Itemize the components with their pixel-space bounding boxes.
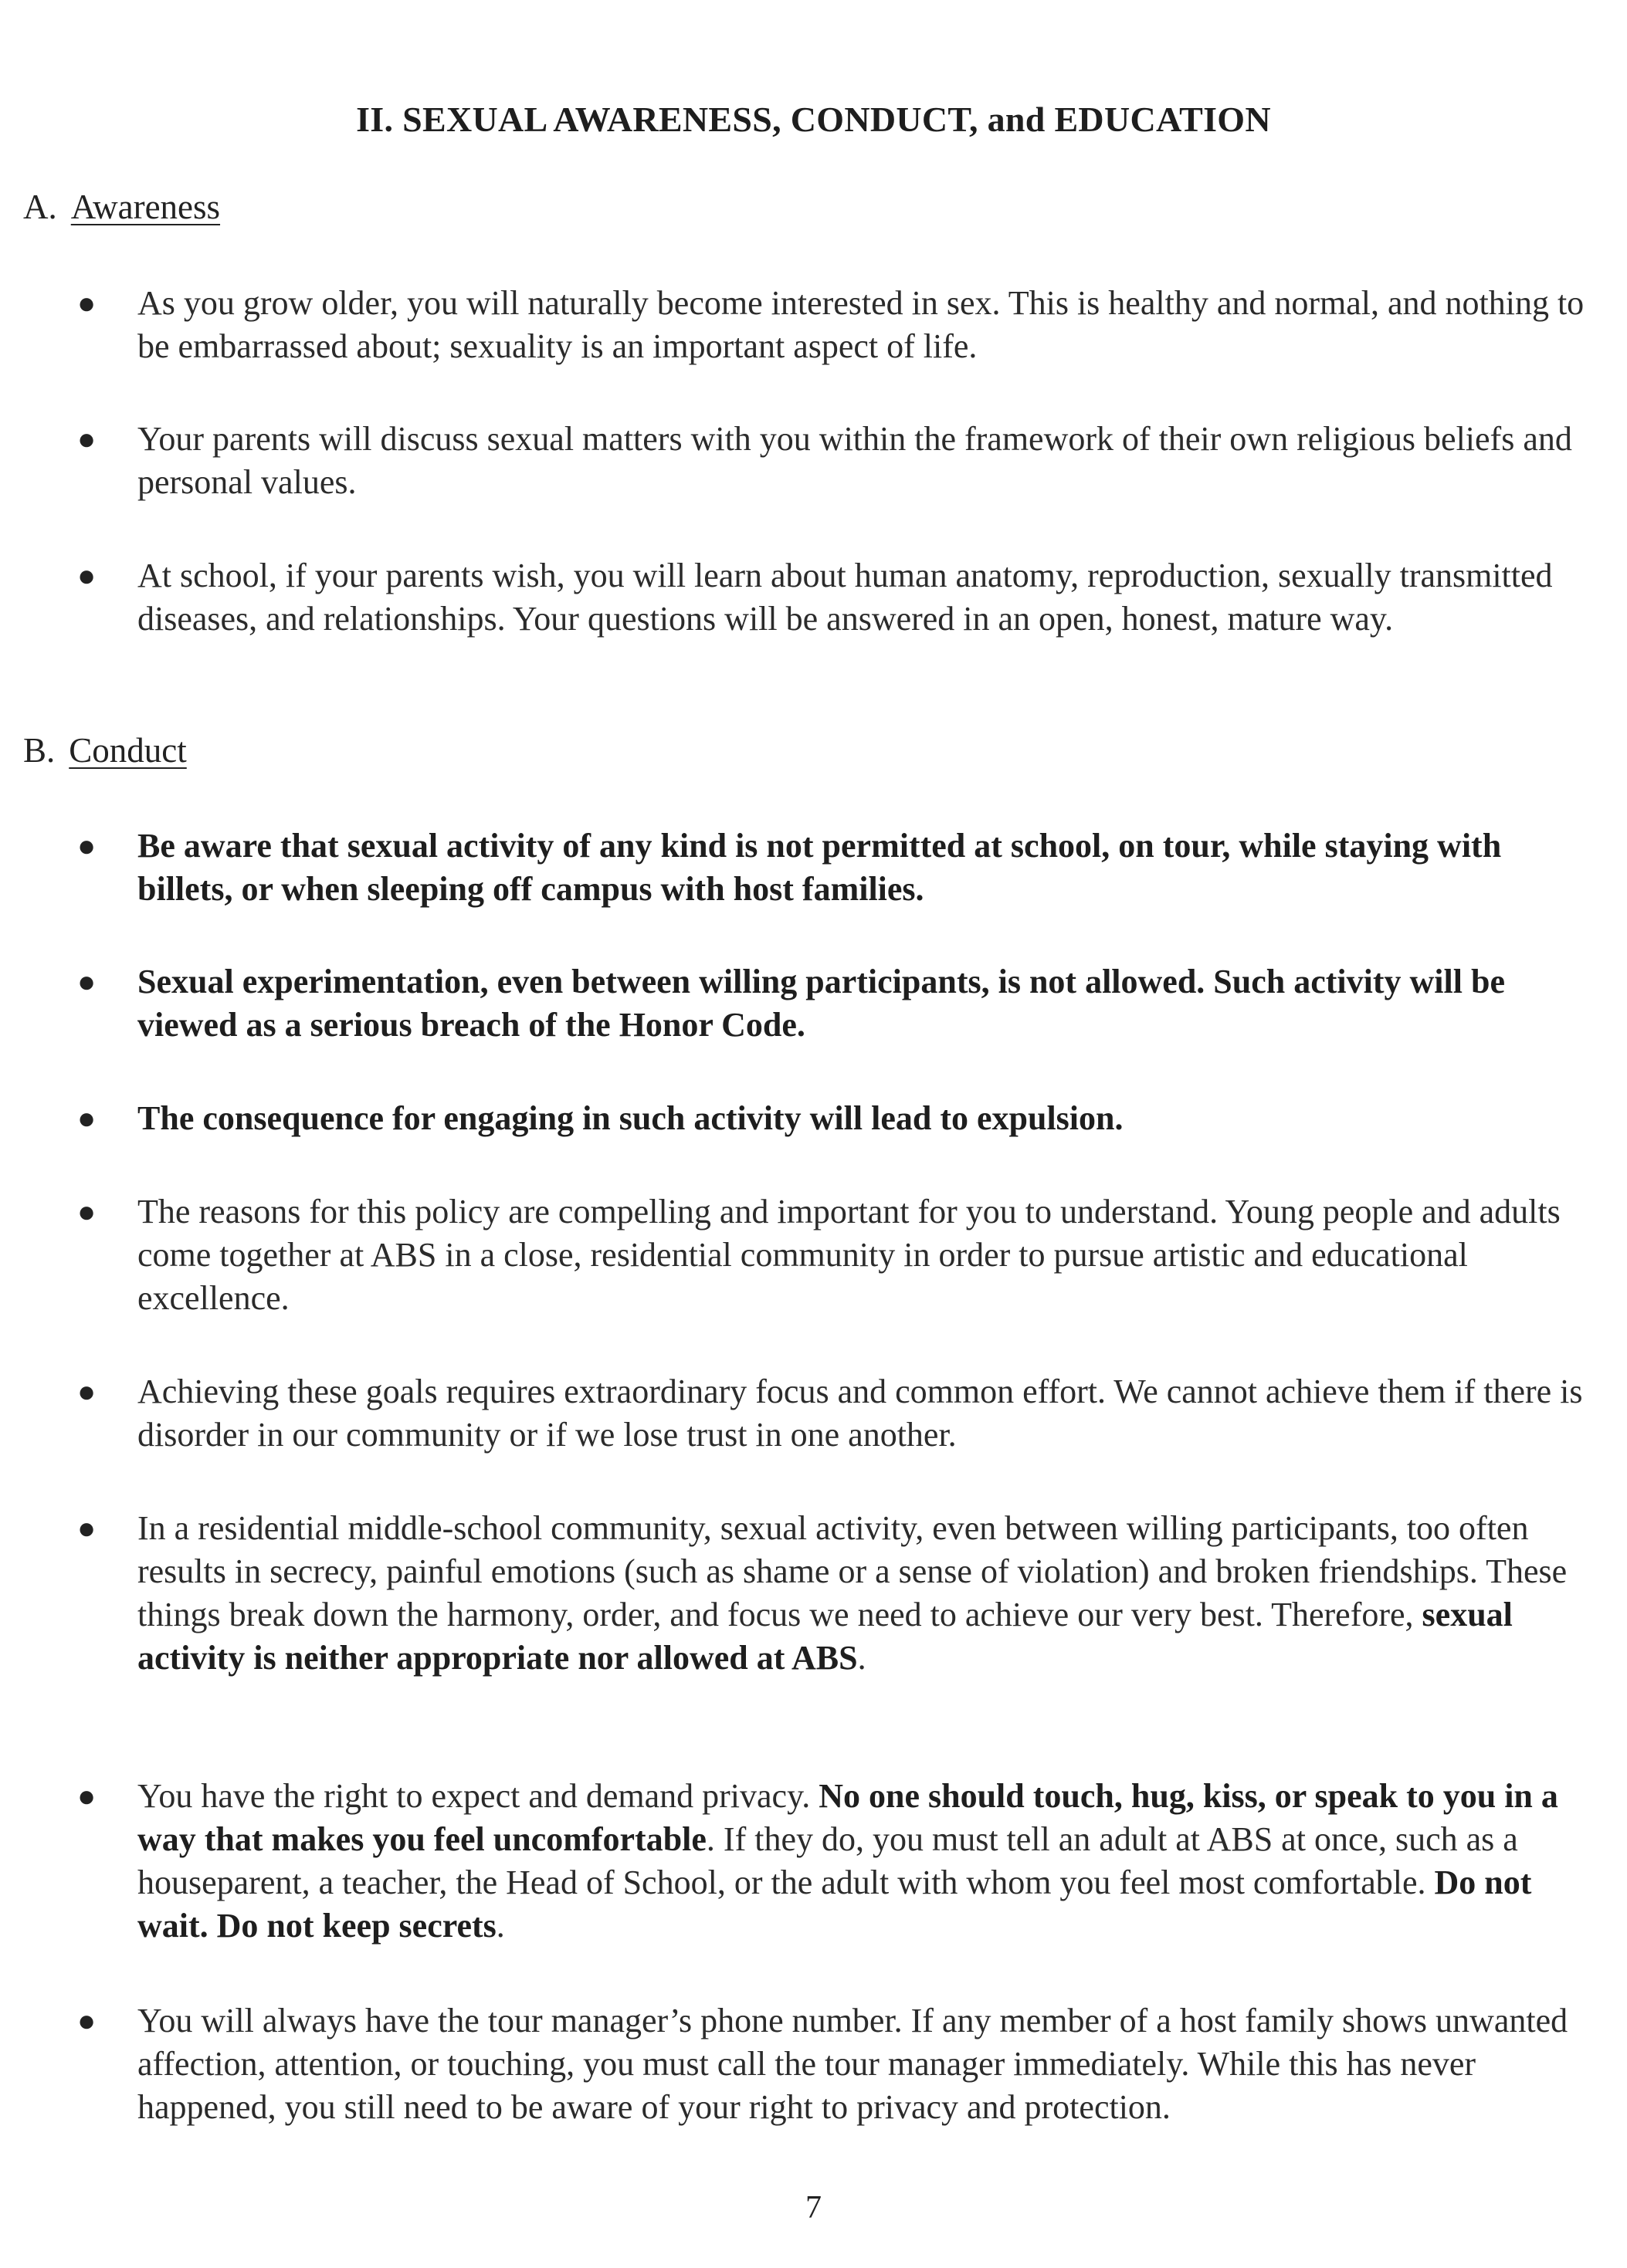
bullet-icon: ● — [77, 1194, 97, 1229]
item-text — [137, 1507, 1589, 1680]
item-text: As you grow older, you will naturally become interested in sex. This is healthy and normal, and nothing to be embarrassed about; sexuality is an important aspect of life. — [137, 284, 1585, 365]
item-text: Achieving these goals requires extraordinary focus and common effort. We cannot achieve them if there is disorder in our community or if we lose trust in one another. — [137, 1373, 1583, 1454]
document-title: II. SEXUAL AWARENESS, CONDUCT, and EDUCATION — [356, 100, 1271, 139]
item-text: The consequence for engaging in such activity will lead to expulsion. — [137, 1099, 1124, 1137]
item-text-bold-segment: sexual activity is neither appropriate nor allowed at ABS — [137, 1596, 1513, 1677]
bullet-icon: ● — [77, 421, 97, 456]
bullet-icon: ● — [77, 286, 97, 320]
item-text: Your parents will discuss sexual matters with you within the framework of their own religious beliefs and personal values. — [137, 420, 1572, 501]
section-letter: B. — [23, 731, 56, 770]
item-text-segment: . If they do, you must tell an adult at ABS at once, such as a houseparent, a teacher, the Head of School, or the adult with whom you feel most comfortable. — [137, 1820, 1518, 1901]
section-heading-conduct — [23, 730, 187, 770]
section-title: Conduct — [69, 731, 187, 770]
item-text-segment: In a residential middle-school community, sexual activity, even between willing participants, too often results in secrecy, painful emotions (such as shame or a sense of violation) and broken friendships. These things break down the harmony, order, and focus we need to achieve our very best. Therefore, — [137, 1509, 1568, 1633]
bullet-icon: ● — [77, 828, 97, 863]
section-letter: A. — [23, 188, 57, 226]
item-text: Be aware that sexual activity of any kind is not permitted at school, on tour, while staying with billets, or when sleeping off campus with host families. — [137, 827, 1502, 908]
bullet-icon: ● — [77, 1374, 97, 1409]
item-text-segment: . — [857, 1639, 866, 1677]
bullet-icon: ● — [77, 1779, 97, 1813]
section-title: Awareness — [70, 188, 221, 226]
item-text — [137, 1775, 1589, 1948]
section-heading-awareness — [23, 187, 220, 227]
bullet-icon: ● — [77, 964, 97, 999]
bullet-icon: ● — [77, 1511, 97, 1545]
item-text-bold-segment: Do not wait. Do not keep secrets — [137, 1863, 1532, 1945]
item-text: At school, if your parents wish, you will learn about human anatomy, reproduction, sexually transmitted diseases, and relationships. Your questions will be answered in an open, honest, mature way. — [137, 557, 1553, 638]
item-text-bold-segment: No one should touch, hug, kiss, or speak to you in a way that makes you feel uncomfortable — [137, 1777, 1558, 1858]
bullet-icon: ● — [77, 1101, 97, 1136]
bullet-icon: ● — [77, 2003, 97, 2038]
item-text: You will always have the tour manager’s phone number. If any member of a host family shows unwanted affection, attention, or touching, you must call the tour manager immediately. While this has never happened, you still need to be aware of your right to privacy and protection. — [137, 2002, 1568, 2126]
bullet-icon: ● — [77, 558, 97, 593]
item-text-segment: . — [496, 1907, 505, 1945]
item-text: Sexual experimentation, even between willing participants, is not allowed. Such activity will be viewed as a serious breach of the Honor Code. — [137, 963, 1505, 1044]
item-text: The reasons for this policy are compelling and important for you to understand. Young people and adults come together at ABS in a close, residential community in order to pursue artistic and educational excellence. — [137, 1193, 1561, 1317]
page-number: 7 — [805, 2190, 822, 2226]
item-text-segment: You have the right to expect and demand privacy. — [137, 1777, 819, 1815]
